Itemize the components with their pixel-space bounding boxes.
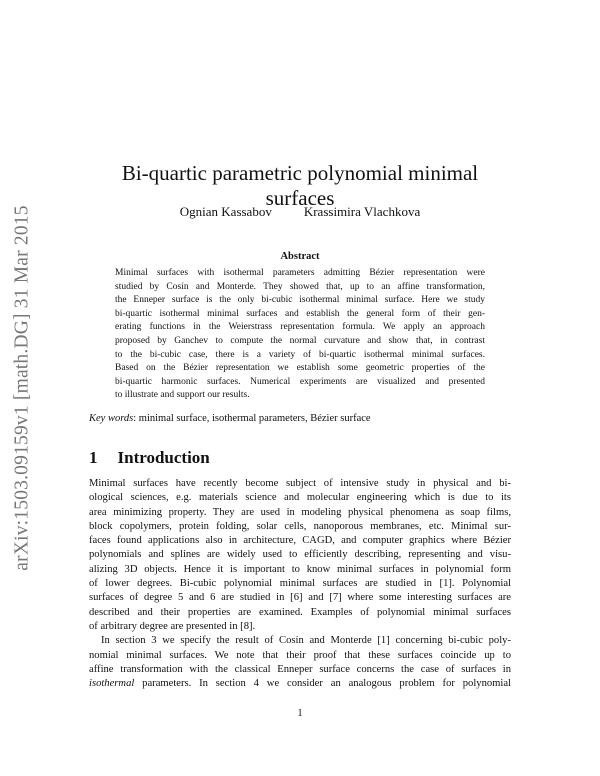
keywords-line	[89, 413, 371, 424]
abstract-line: studied by Cosín and Monterde. They showed that, up to an affine transformation,	[115, 281, 485, 292]
keywords-text: : minimal surface, isothermal parameters, Bézier surface	[133, 413, 371, 424]
paper-title: Bi-quartic parametric polynomial minimal surfaces	[121, 161, 479, 210]
body-line	[89, 677, 511, 691]
body-line: affine transformation with the classical Enneper surface concerns the case of surfaces in	[89, 663, 511, 675]
emphasized-term: isothermal	[89, 678, 135, 690]
body-line: block copolymers, protein folding, solar cells, nanoporous membranes, etc. Minimal sur-	[89, 520, 511, 532]
abstract-line: to illustrate and support our results.	[115, 390, 250, 401]
abstract-line: Based on the Bézier representation we establish some geometric properties of the	[115, 363, 485, 374]
keywords-label: Key words	[89, 413, 134, 424]
abstract-line: bi-quartic harmonic surfaces. Numerical experiments are visualized and presented	[115, 376, 485, 387]
abstract-line: bi-quartic isothermal minimal surfaces and establish the general form of their gen-	[115, 308, 485, 319]
body-line: surfaces of degree 5 and 6 are studied in [6] and [7] where some interesting surfaces are	[89, 592, 511, 604]
introduction-body	[89, 477, 511, 691]
body-line: described and their properties are examined. Examples of polynomial minimal surfaces	[89, 606, 511, 618]
arxiv-identifier-text: arXiv:1503.09159v1 [math.DG] 31 Mar 2015	[12, 205, 34, 571]
section-number: 1	[89, 448, 98, 467]
abstract-body	[115, 267, 485, 403]
author-name: Krassimira Vlachkova	[303, 204, 421, 219]
section-heading	[89, 448, 210, 468]
body-line-rest: parameters. In section 4 we consider an analogous problem for polynomial	[134, 678, 511, 690]
abstract-line: Minimal surfaces with isothermal parameters admitting Bézier representation were	[115, 268, 485, 278]
abstract-heading: Abstract	[280, 251, 320, 262]
author-list	[90, 204, 510, 220]
abstract-line: erating functions in the Weierstrass representation formula. We apply an approach	[115, 322, 485, 333]
body-line: nomial minimal surfaces. We note that their proof that these surfaces coincide up to	[89, 649, 511, 661]
body-line: In section 3 we specify the result of Cosín and Monterde [1] concerning bi-cubic poly-	[101, 635, 511, 647]
body-line: Minimal surfaces have recently become subject of intensive study in physical and bi-	[89, 478, 511, 489]
abstract-line: proposed by Ganchev to compute the normal curvature and show that, in contrast	[115, 335, 485, 346]
abstract-line: the Enneper surface is the only bi-cubic isothermal minimal surface. Here we study	[115, 295, 485, 306]
body-line: area minimizing property. They are used in modeling physical phenomena as soap films,	[89, 506, 511, 518]
body-line: of lower degrees. Bi-cubic polynomial minimal surfaces are studied in [1]. Polynomial	[89, 578, 511, 590]
body-line: polynomials and splines are widely used to efficiently describing, representing and visu-	[89, 549, 511, 561]
body-line: ological sciences, e.g. materials science and molecular engineering which is due to its	[89, 492, 511, 504]
body-line: alizing 3D objects. Hence it is important to know minimal surfaces in polynomial form	[89, 563, 511, 575]
section-title: Introduction	[117, 448, 210, 467]
page-number: 1	[297, 708, 303, 719]
body-line: faces found applications also in architecture, CAGD, and computer graphics where Bézier	[89, 535, 511, 547]
author-name: Ognian Kassabov	[179, 204, 272, 219]
arxiv-identifier-stamp	[6, 186, 40, 590]
abstract-line: to the bi-cubic case, there is a variety of bi-quartic isothermal minimal surfaces.	[115, 349, 485, 360]
body-line: of arbitrary degree are presented in [8].	[89, 620, 256, 632]
